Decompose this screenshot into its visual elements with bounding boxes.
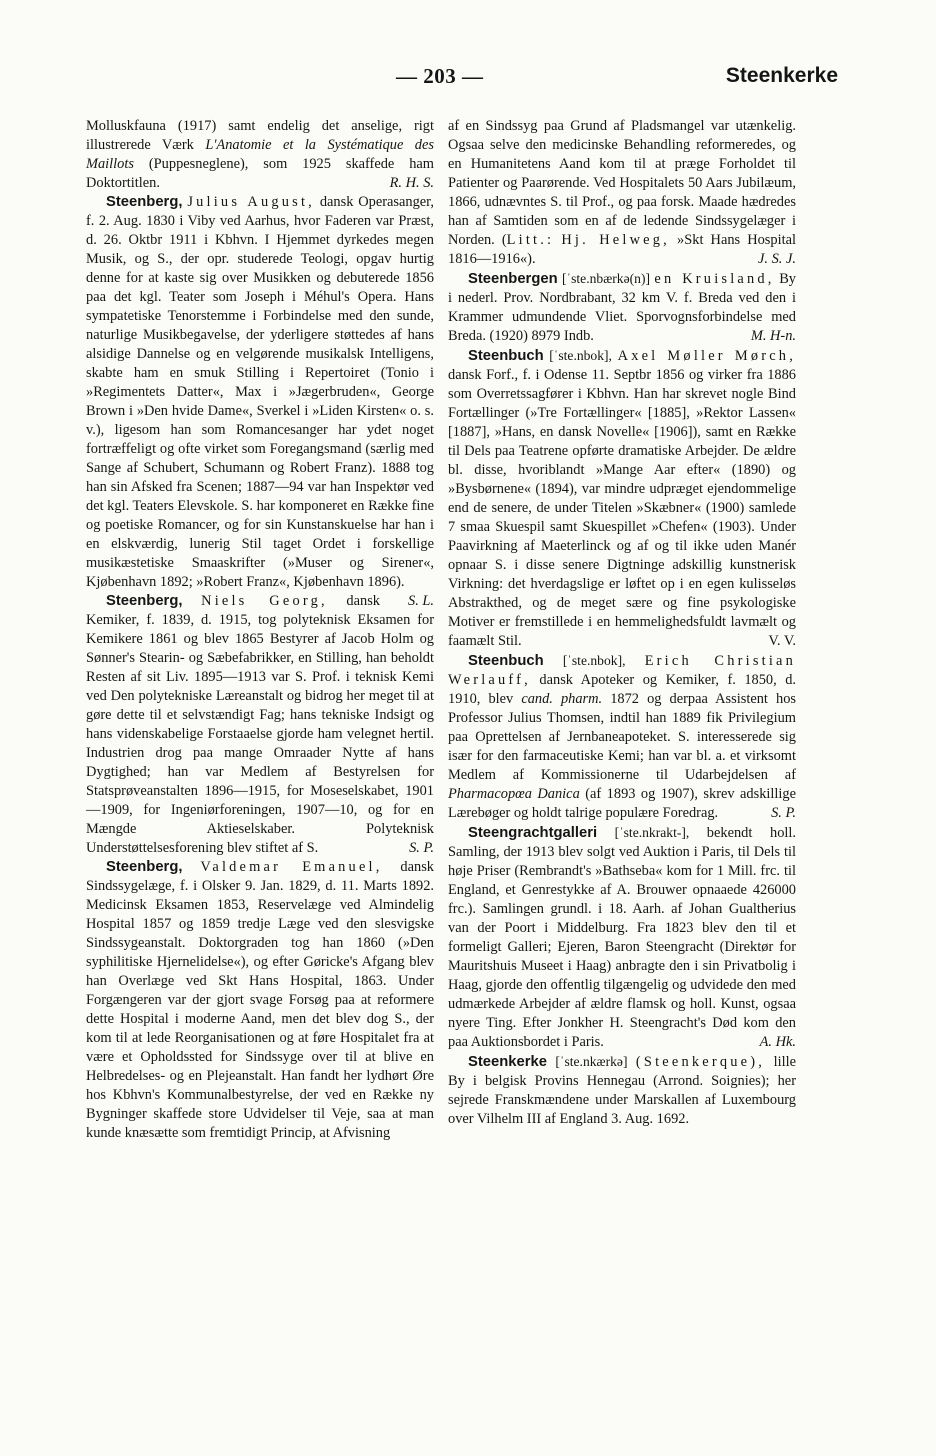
person-name: Valdemar Emanuel, bbox=[200, 859, 383, 875]
headword: Steenberg, bbox=[106, 593, 183, 609]
author-signature: S. P. bbox=[771, 805, 796, 821]
entry-text: Molluskfauna (1917) samt endelig det anselige, rigt illustrerede Værk bbox=[86, 118, 434, 153]
entry-text: By i nederl. Prov. Nordbrabant, 32 km V. f. Breda ved den i Krammer udmundende Vliet. Sporvognsforbindelse med Breda. (1920) 8979 Indb. bbox=[448, 271, 796, 344]
pronunciation: [ˈste.nkrakt-], bbox=[597, 825, 707, 840]
person-name: Axel Møller Mørch, bbox=[617, 348, 797, 364]
entry-text: (af 1893 og 1907), skrev adskillige Lærebøger og holdt talrige populære Foredrag. bbox=[448, 786, 797, 821]
headword: Steenbuch bbox=[468, 348, 544, 364]
pronunciation: [ˈste.nbok], bbox=[543, 653, 645, 668]
author-signature: A. Hk. bbox=[759, 1034, 796, 1050]
left-column bbox=[86, 117, 434, 1143]
entry-text: dansk Operasanger, f. 2. Aug. 1830 i Viby ved Aarhus, hvor Faderen var Præst, d. 26. Oktbr 1911 i Kbhvn. I Hjemmet dyrkedes megen Musik, og S., der opr. studerede Teologi, opgav hurtig denne for at kaste sig over Musikken og debuterede 1856 paa det kgl. Teater som Joseph i Méhul's Opera. Hans sympatetiske Tenorstemme i Forbindelse med den sunde, naturlige Musikbegavelse, der yderligere støttedes af hans alsidige Dannelse og en velgørende musikalsk Intelligens, skabte ham en smuk Stilling i Repertoiret (Tonio i »Regimentets Datter«, Max i »Jægerbruden«, George Brown i »Den hvide Dame«, Sverkel i »Liden Kirsten« o. s. v.), ligesom han som Romancesanger har ydet noget fortræffeligt og ofte virket som Foregangsmand (særlig med Sange af Schubert, Schumann og Robert Franz). 1888 tog han sin Afsked fra Scenen; 1887—94 var han Inspektør ved det kgl. Teaters Elevskole. S. har komponeret en Række fine og poetiske Romancer, og for sin Kunstanskuelse har han i en elskværdig, lunerig Stil taget Ordet i forskellige musikæstetiske Smaaskrifter (»Muser og Sirener«, Kjøbenhavn 1892; »Robert Franz«, Kjøbenhavn 1896). bbox=[86, 194, 435, 590]
entry-text: dansk Forf., f. i Odense 11. Septbr 1856 og virker fra 1886 som Overretssagfører i Kbhvn. Han har skrevet nogle Bind Fortællinger (»Tre Fortællinger« [1885], »Rektor Lassen« [1887], »Hans, en dansk Novelle« [1906]), samt en Række til Dels paa Teatrene opførte dramatiske Arbejder. De ældre bl. disse, hvoriblandt »Mange Aar efter« (1890) og »Bysbørnene« (1894), var mindre udpræget ejendommelige end de senere, de under Titelen »Skæbner« (1900) samlede 7 smaa Skuespil samt Skuespillet »Chefen« (1903). Under Paavirkning af Maeterlinck og af og til ikke uden Manér opnaar S. i disse senere Digtninge adskillig kunstnerisk Virkning: det hverdagslige er løftet op i en egen kulisseløs Abstrakthed, og de meget sære og fine psykologiske Motiver er fremstillede i en hemmelighedsfuldt lavmælt og faamælt Stil. bbox=[448, 367, 796, 649]
headword: Steenkerke bbox=[468, 1054, 547, 1070]
author-signature: V. V. bbox=[768, 633, 796, 649]
author-signature: M. H-n. bbox=[750, 328, 796, 344]
person-name: Erich Christian Werlauff, bbox=[448, 653, 796, 688]
author-signature: J. S. J. bbox=[758, 251, 796, 267]
entry-steenbergen bbox=[448, 269, 796, 346]
entry-text: lille By i belgisk Provins Hennegau (Arrond. Soignies); her sejrede Franskmændene under Marskallen af Luxembourg over Vilhelm III af England 3. Aug. 1692. bbox=[448, 1054, 796, 1127]
degree-title: cand. pharm. bbox=[521, 691, 603, 707]
entry-steengrachtgalleri bbox=[448, 823, 796, 1052]
entry-text: »Skt Hans Hospital 1816—1916«). bbox=[448, 232, 796, 267]
work-title: L'Anatomie et la Systématique des Maillots bbox=[86, 137, 434, 172]
entry-text: bekendt holl. Samling, der 1913 blev solgt ved Auktion i Paris, til Dels til høje Priser (Rembrandt's »Bathseba« kom for 1 Mill. frc. til England, et Genrestykke af A. Brouwer opnaaede 426000 frc.). Samlingen grundl. i 18. Aarh. af Johan Gualtherius van der Poort i Middelburg. Fra 1823 blev den til et formeligt Galleri; Ejeren, Baron Steengracht (Direktør for Mauritshuis Museet i Haag) anbragte den i sin Privatbolig i Haag, gjorde den offentlig tilgængelig og udvidede den med udmærkede Arbejder af ældre flamsk og holl. Kunst, ogsaa nyere Ting. Efter Jonkher H. Steengracht's Død kom den paa Auktionsbordet i Paris. bbox=[448, 825, 797, 1050]
place-name: en Kruisland, bbox=[654, 271, 775, 287]
entry-text: dansk Apoteker og Kemiker, f. 1850, d. 1910, blev bbox=[448, 672, 796, 707]
place-name: (Steenkerque), bbox=[635, 1054, 765, 1070]
right-column bbox=[448, 117, 796, 1129]
entry-steenberg-niels bbox=[86, 592, 434, 858]
headword: Steenbergen bbox=[468, 271, 558, 287]
page-header bbox=[84, 60, 838, 100]
author-signature: S. L. bbox=[408, 593, 434, 609]
entry-steenbuch-axel bbox=[448, 346, 796, 651]
headword: Steenberg, bbox=[106, 194, 183, 210]
headword: Steenberg, bbox=[106, 859, 183, 875]
entry-steenbuch-erich bbox=[448, 651, 796, 823]
running-head: Steenkerke bbox=[725, 64, 838, 87]
work-title: Pharmacopœa Danica bbox=[448, 786, 580, 802]
continued-entry bbox=[86, 117, 434, 193]
author-signature: S. P. bbox=[409, 840, 434, 856]
pronunciation: [ˈste.nbok], bbox=[543, 348, 618, 363]
author-signature: R. H. S. bbox=[389, 175, 434, 191]
entry-text: 1872 og derpaa Assistent hos Professor Julius Thomsen, indtil han 1889 fik Privilegium paa Oprettelsen af Jernbaneapoteket. S. interesserede sig især for den farmaceutiske Kemi; han var bl. a. et virksomt Medlem af Kommissionerne til Udarbejdelsen af bbox=[448, 691, 796, 783]
pronunciation: [ˈste.nkærkə] bbox=[546, 1054, 636, 1069]
literature-author: Hj. Helweg, bbox=[561, 232, 670, 248]
entry-text: dansk Kemiker, f. 1839, d. 1915, tog polyteknisk Eksamen for Kemikere 1861 og blev 1865 Bestyrer af Jacob Holm og Sønner's Stearin- og Sæbefabrikker, en Stilling, han beholdt Resten af sit Liv. 1895—1913 var S. Prof. i teknisk Kemi ved Den polytekniske Læreanstalt og bidrog her meget til at gøre dette til et selvstændigt Fag; hans tekniske Indsigt og hans videnskabelige Forstaaelse gjorde ham velegnet hertil. Industrien drog paa mange Omraader Nytte af hans Dygtighed; han var Medlem af Bestyrelsen for Statsprøveanstalten 1896—1915, for Moseselskabet, 1901—1909, for Ingeniørforeningen, 1907—10, og for en Mængde Aktieselskaber. Polyteknisk Understøttelsesforening blev stiftet af S. bbox=[86, 593, 434, 856]
entry-steenberg-valdemar bbox=[86, 858, 434, 1143]
entry-text: dansk Sindssygelæge, f. i Olsker 9. Jan. 1829, d. 11. Marts 1892. Medicinsk Eksamen 1853, Reservelæge ved Almindelig Hospital 1857 og 1859 tredje Læge ved den slesvigske Sindssygeanstalt. Doktorgraden tog han 1860 (»Den syphilitiske Hjernelidelse«), og efter Gøricke's Afgang blev han Overlæge ved Skt Hans Hospital, 1863. Under Forgængeren var der gjort svage Forsøg paa at reformere dette Hospital i moderne Aand, men det blev dog S., der kom til at lede Reorganisationen og at føre Hospitalet fra at være et Opholdssted for Sindssyge over til at blive en Helbredelses- og en Plejeanstalt. Han fandt her lydhørt Øre hos Kbhvn's Kommunalbestyrelse, der ved en Række ny Bygninger skaffede store Udvidelser til Veje, saa at man kunde knæsætte som fremtidigt Princip, at Afvisning bbox=[86, 859, 434, 1141]
headword: Steenbuch bbox=[468, 653, 544, 669]
headword: Steengrachtgalleri bbox=[468, 825, 598, 841]
person-name: Julius August, bbox=[187, 194, 315, 210]
page-number: — 203 — bbox=[396, 64, 484, 88]
entry-text: (Puppesneglene), som 1925 skaffede ham Doktortitlen. bbox=[86, 156, 434, 191]
continued-entry bbox=[448, 117, 796, 269]
literature-label: Litt.: bbox=[506, 232, 555, 248]
entry-text: af en Sindssyg paa Grund af Pladsmangel var utænkelig. Ogsaa selve den medicinske Behandling reformeredes, og en Humanitetens Aand kom til at præge Forholdet til Patienter og Paarørende. Ved Hospitalets 50 Aars Jubilæum, 1866, udnævntes S. til Prof., og paa forsk. Maade hædredes han af Samtiden som en af de ledende Sindssygelæger i Norden. ( bbox=[448, 118, 796, 248]
entry-steenkerke bbox=[448, 1052, 796, 1129]
person-name: Niels Georg, bbox=[201, 593, 328, 609]
pronunciation: [ˈste.nbærkə(n)] bbox=[557, 271, 655, 286]
